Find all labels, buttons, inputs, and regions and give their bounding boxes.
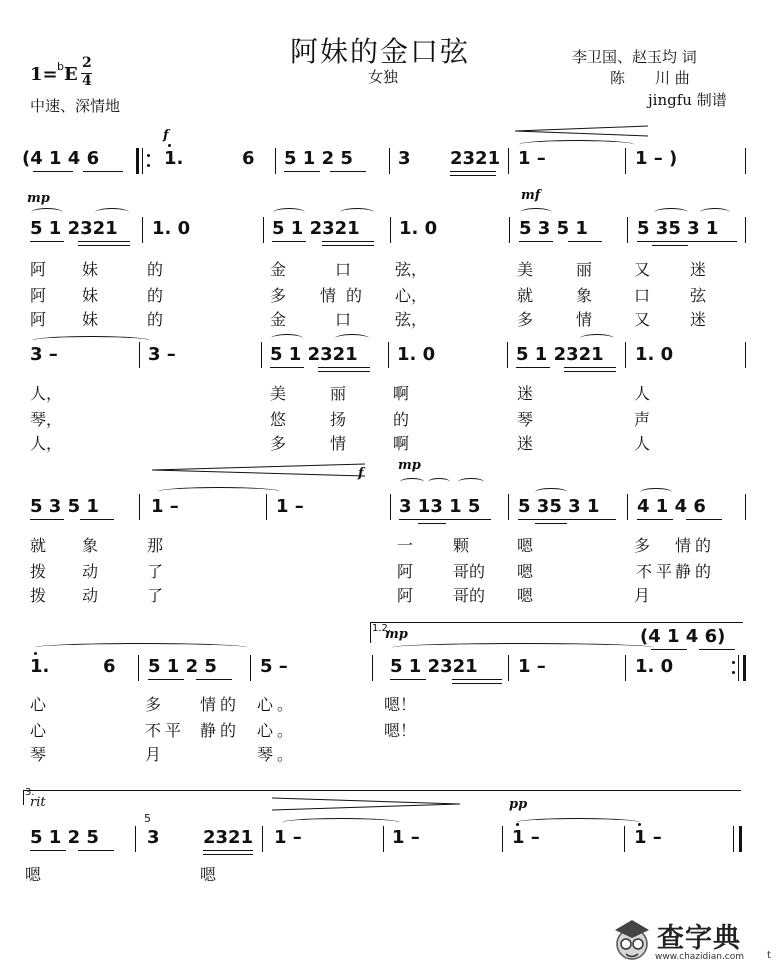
lyric: 嗯！ bbox=[384, 721, 417, 740]
underline bbox=[450, 171, 496, 172]
underline bbox=[203, 854, 253, 855]
lyric: 拨 bbox=[30, 562, 47, 581]
barline bbox=[745, 494, 746, 520]
lyric: 心。 bbox=[257, 721, 298, 740]
repeat-dot bbox=[147, 164, 150, 167]
lyric: 拨 bbox=[30, 586, 47, 605]
dynamic-mf: mf bbox=[521, 188, 541, 203]
measure-4: 1 – bbox=[518, 148, 546, 169]
measure-2: 1. 0 bbox=[152, 218, 191, 239]
lyric: 阿 bbox=[397, 586, 414, 605]
lyric: 不平 bbox=[145, 721, 186, 740]
barline bbox=[388, 342, 389, 368]
lyric: 哥的 bbox=[453, 562, 486, 581]
lyric: 迷 bbox=[517, 384, 534, 403]
lyric: 就 bbox=[30, 536, 47, 555]
lyric: 丽 bbox=[330, 384, 347, 403]
barline bbox=[624, 826, 625, 852]
lyric: 多 bbox=[270, 286, 287, 305]
tie bbox=[158, 487, 280, 496]
lyric: 心 bbox=[30, 695, 47, 714]
measure-3: 5 – bbox=[260, 656, 288, 677]
lyric: 嗯 bbox=[200, 865, 217, 884]
underline bbox=[30, 850, 66, 851]
key-prefix: 1= bbox=[30, 64, 58, 85]
lyric: 的 bbox=[147, 310, 164, 329]
dynamic-mp: mp bbox=[27, 191, 50, 206]
underline bbox=[148, 679, 184, 680]
lyric: 金 bbox=[270, 310, 287, 329]
measure-4: 1. 0 bbox=[397, 344, 436, 365]
measure-1a: 1. bbox=[164, 148, 184, 169]
barline bbox=[262, 826, 263, 852]
lyric: 了 bbox=[147, 562, 164, 581]
arranger-credit: jingfu 制谱 bbox=[648, 91, 727, 109]
barline bbox=[275, 148, 276, 174]
measure-3: 1 – bbox=[276, 496, 304, 517]
crescendo-hairpin bbox=[515, 125, 650, 137]
barline bbox=[261, 342, 262, 368]
measure-2: 5 1 2 5 bbox=[148, 656, 217, 677]
slur bbox=[458, 478, 484, 486]
measure-2: 5 1 2 5 bbox=[284, 148, 353, 169]
tempo-marking: 中速、深情地 bbox=[30, 97, 121, 115]
barline bbox=[139, 494, 140, 520]
lyric: 迷 bbox=[517, 434, 534, 453]
measure-1: 5 1 2 5 bbox=[30, 827, 99, 848]
repeat-end-thin bbox=[738, 655, 739, 681]
underline bbox=[196, 679, 232, 680]
lyric: 啊 bbox=[393, 384, 410, 403]
octave-dot bbox=[168, 144, 171, 147]
lyric: 静的 bbox=[675, 562, 716, 581]
crescendo-hairpin bbox=[152, 463, 367, 477]
barline bbox=[266, 494, 267, 520]
underline bbox=[651, 649, 687, 650]
volta-label-3: 3. bbox=[25, 787, 35, 798]
lyric: 迷 bbox=[690, 310, 707, 329]
lyric: 象 bbox=[576, 286, 593, 305]
barline bbox=[745, 342, 746, 368]
tie bbox=[35, 643, 247, 652]
octave-dot bbox=[638, 823, 641, 826]
measure-6: 1. 0 bbox=[635, 344, 674, 365]
lyric: 心 bbox=[30, 721, 47, 740]
lyric: 扬 bbox=[330, 410, 347, 429]
lyric: 情的 bbox=[200, 695, 241, 714]
lyric: 弦， bbox=[395, 260, 428, 279]
lyric: 阿 bbox=[30, 310, 47, 329]
lyric: 的 bbox=[147, 286, 164, 305]
underline bbox=[30, 241, 64, 242]
composer-credit: 陈 川 曲 bbox=[610, 69, 690, 87]
underline bbox=[519, 241, 553, 242]
tuplet-number: 5 bbox=[144, 812, 151, 825]
barline bbox=[250, 655, 251, 681]
lyric: 琴 bbox=[30, 745, 47, 764]
lyric: 美 bbox=[270, 384, 287, 403]
slur bbox=[520, 208, 552, 217]
lyric: 阿 bbox=[397, 562, 414, 581]
volta-label-1-2: 1.2. bbox=[372, 623, 392, 634]
tie bbox=[392, 643, 654, 652]
lyric: 妹 bbox=[82, 310, 99, 329]
intro-notes: (4 1 4 6 bbox=[22, 148, 100, 169]
lyric: 多 bbox=[145, 695, 162, 714]
slur bbox=[31, 208, 63, 217]
ritardando: rit bbox=[30, 795, 46, 810]
underline bbox=[450, 175, 496, 176]
lyric: 口 bbox=[335, 310, 352, 329]
underline bbox=[390, 679, 426, 680]
barline bbox=[627, 494, 628, 520]
dynamic-pp: pp bbox=[509, 797, 528, 812]
barline bbox=[508, 655, 509, 681]
lyric: 琴。 bbox=[257, 745, 298, 764]
lyric: 月 bbox=[634, 586, 651, 605]
slur bbox=[400, 478, 424, 486]
underline bbox=[699, 649, 735, 650]
lyric: 丽 bbox=[576, 260, 593, 279]
underline bbox=[518, 519, 616, 520]
lyric: 口 bbox=[634, 286, 651, 305]
barline bbox=[625, 148, 626, 174]
measure-2: 3 – bbox=[148, 344, 176, 365]
paren-notes: (4 1 4 6) bbox=[640, 626, 726, 647]
measure-5: 1 – bbox=[518, 656, 546, 677]
barline bbox=[507, 342, 508, 368]
underline bbox=[637, 519, 673, 520]
lyric: 啊 bbox=[393, 434, 410, 453]
lyric: 口 bbox=[335, 260, 352, 279]
repeat-dot bbox=[147, 154, 150, 157]
repeat-start-thick bbox=[136, 148, 139, 174]
lyric: 动 bbox=[82, 562, 99, 581]
mascot-icon bbox=[607, 914, 657, 966]
slur bbox=[95, 208, 129, 217]
lyric: 的 bbox=[393, 410, 410, 429]
measure-5: 1 – ) bbox=[635, 148, 678, 169]
dynamic-mp: mp bbox=[398, 458, 421, 473]
underline bbox=[322, 241, 374, 242]
tie bbox=[516, 818, 640, 827]
octave-dot bbox=[516, 823, 519, 826]
lyricist-credit: 李卫国、赵玉均 词 bbox=[572, 48, 697, 66]
lyric: 金 bbox=[270, 260, 287, 279]
underline bbox=[652, 245, 688, 246]
measure-5: 5 1 2321 bbox=[516, 344, 604, 365]
watermark-tail: t bbox=[767, 950, 771, 961]
lyric: 阿 bbox=[30, 260, 47, 279]
dynamic-f: f bbox=[358, 466, 364, 481]
lyric: 嗯！ bbox=[384, 695, 417, 714]
lyric: 心。 bbox=[257, 695, 298, 714]
time-numerator: 2 bbox=[82, 55, 92, 71]
barline bbox=[508, 494, 509, 520]
barline bbox=[502, 826, 503, 852]
lyric: 悠 bbox=[270, 410, 287, 429]
flat-sign: b bbox=[57, 60, 64, 73]
tie bbox=[519, 140, 634, 149]
lyric: 又 bbox=[634, 310, 651, 329]
key-note: E bbox=[64, 64, 78, 85]
measure-1b: 6 bbox=[103, 656, 116, 677]
barline bbox=[142, 217, 143, 243]
underline bbox=[272, 241, 306, 242]
lyric: 多 bbox=[634, 536, 651, 555]
lyric: 心， bbox=[395, 286, 428, 305]
lyric: 人， bbox=[30, 434, 63, 453]
lyric: 人 bbox=[634, 384, 651, 403]
barline bbox=[263, 217, 264, 243]
lyric: 妹 bbox=[82, 286, 99, 305]
dynamic-mp: mp bbox=[385, 627, 408, 642]
measure-1: 3 – bbox=[30, 344, 58, 365]
underline bbox=[80, 519, 114, 520]
barline bbox=[627, 217, 628, 243]
underline bbox=[452, 683, 502, 684]
measure-3: 5 1 2321 bbox=[272, 218, 360, 239]
barline bbox=[135, 826, 136, 852]
watermark-brand: 查字典 bbox=[657, 923, 741, 954]
slur bbox=[654, 208, 688, 217]
slur bbox=[335, 334, 369, 343]
barline bbox=[625, 342, 626, 368]
underline bbox=[322, 245, 374, 246]
final-barline-thick bbox=[739, 826, 742, 852]
repeat-dot bbox=[732, 661, 735, 664]
lyric: 象 bbox=[82, 536, 99, 555]
lyric: 情的 bbox=[675, 536, 716, 555]
lyric: 颗 bbox=[453, 536, 470, 555]
underline bbox=[33, 171, 73, 172]
measure-5: 5 3 5 1 bbox=[519, 218, 588, 239]
slur bbox=[640, 488, 672, 496]
measure-6: 4 1 4 6 bbox=[637, 496, 706, 517]
measure-1a: 1. bbox=[30, 656, 50, 677]
lyric: 情 bbox=[330, 434, 347, 453]
lyric: 多 bbox=[517, 310, 534, 329]
underline bbox=[516, 367, 550, 368]
measure-3: 1 – bbox=[274, 827, 302, 848]
underline bbox=[564, 371, 616, 372]
lyric: 就 bbox=[517, 286, 534, 305]
measure-1b: 6 bbox=[242, 148, 255, 169]
measure-1: 5 3 5 1 bbox=[30, 496, 99, 517]
slur bbox=[700, 208, 730, 217]
underline bbox=[318, 371, 370, 372]
measure-3b: 2321 bbox=[450, 148, 501, 169]
lyric: 动 bbox=[82, 586, 99, 605]
lyric: 静的 bbox=[200, 721, 241, 740]
lyric: 人 bbox=[634, 434, 651, 453]
lyric: 人， bbox=[30, 384, 63, 403]
subtitle: 女独 bbox=[368, 68, 399, 86]
barline bbox=[625, 655, 626, 681]
lyric: 多 bbox=[270, 434, 287, 453]
underline bbox=[203, 850, 253, 851]
lyric: 嗯 bbox=[517, 562, 534, 581]
lyric: 嗯 bbox=[517, 536, 534, 555]
measure-4: 1. 0 bbox=[399, 218, 438, 239]
barline bbox=[139, 342, 140, 368]
lyric: 阿 bbox=[30, 286, 47, 305]
measure-6: 1 – bbox=[634, 827, 662, 848]
barline bbox=[745, 148, 746, 174]
measure-4: 5 1 2321 bbox=[390, 656, 478, 677]
barline bbox=[509, 217, 510, 243]
slur bbox=[273, 208, 305, 217]
lyric: 又 bbox=[634, 260, 651, 279]
underline bbox=[637, 241, 737, 242]
underline bbox=[564, 367, 616, 368]
measure-3: 5 1 2321 bbox=[270, 344, 358, 365]
dynamic-f: f bbox=[163, 128, 169, 143]
underline bbox=[83, 171, 123, 172]
slur bbox=[580, 334, 614, 343]
measure-5: 1 – bbox=[512, 827, 540, 848]
underline bbox=[418, 523, 446, 524]
slur bbox=[535, 488, 567, 496]
underline bbox=[399, 519, 491, 520]
underline bbox=[330, 171, 366, 172]
lyric: 嗯 bbox=[517, 586, 534, 605]
lyric: 弦， bbox=[395, 310, 428, 329]
barline bbox=[138, 655, 139, 681]
barline bbox=[389, 148, 390, 174]
measure-2b: 2321 bbox=[203, 827, 254, 848]
measure-4: 3 13 1 5 bbox=[399, 496, 481, 517]
lyric: 嗯 bbox=[25, 865, 42, 884]
measure-2a: 3 bbox=[147, 827, 160, 848]
underline bbox=[78, 850, 114, 851]
repeat-dot bbox=[732, 671, 735, 674]
underline bbox=[452, 679, 502, 680]
lyric: 迷 bbox=[690, 260, 707, 279]
lyric: 情 bbox=[576, 310, 593, 329]
lyric: 不平 bbox=[636, 562, 677, 581]
measure-4: 1 – bbox=[392, 827, 420, 848]
barline bbox=[390, 494, 391, 520]
lyric: 的 bbox=[147, 260, 164, 279]
final-barline-thin bbox=[733, 826, 734, 852]
lyric: 琴， bbox=[30, 410, 63, 429]
watermark-url: www.chazidian.com bbox=[655, 952, 745, 962]
underline bbox=[78, 245, 130, 246]
lyric: 妹 bbox=[82, 260, 99, 279]
page-title: 阿妹的金口弦 bbox=[290, 35, 471, 68]
barline bbox=[745, 217, 746, 243]
lyric: 美 bbox=[517, 260, 534, 279]
measure-5: 5 35 3 1 bbox=[518, 496, 600, 517]
lyric: 哥的 bbox=[453, 586, 486, 605]
measure-6: 1. 0 bbox=[635, 656, 674, 677]
lyric: 那 bbox=[147, 536, 164, 555]
barline bbox=[372, 655, 373, 681]
repeat-end-thick bbox=[743, 655, 746, 681]
underline bbox=[535, 523, 567, 524]
lyric: 月 bbox=[145, 745, 162, 764]
time-denominator: 4 bbox=[82, 73, 92, 89]
underline bbox=[568, 241, 602, 242]
measure-2: 1 – bbox=[151, 496, 179, 517]
underline bbox=[284, 171, 320, 172]
underline bbox=[686, 519, 722, 520]
barline bbox=[383, 826, 384, 852]
barline bbox=[508, 148, 509, 174]
measure-1: 5 1 2321 bbox=[30, 218, 118, 239]
slur bbox=[428, 478, 450, 486]
slur bbox=[271, 334, 303, 343]
octave-dot bbox=[34, 652, 37, 655]
measure-6: 5 35 3 1 bbox=[637, 218, 719, 239]
barline bbox=[390, 217, 391, 243]
slur bbox=[340, 208, 374, 217]
underline bbox=[30, 519, 64, 520]
site-watermark bbox=[607, 912, 771, 968]
repeat-start-thin bbox=[142, 148, 143, 174]
underline bbox=[270, 367, 304, 368]
underline bbox=[318, 367, 370, 368]
lyric: 一 bbox=[397, 536, 414, 555]
measure-3a: 3 bbox=[398, 148, 411, 169]
lyric: 琴 bbox=[517, 410, 534, 429]
lyric: 了 bbox=[147, 586, 164, 605]
underline bbox=[78, 241, 130, 242]
lyric: 情的 bbox=[320, 286, 373, 305]
lyric: 弦 bbox=[690, 286, 707, 305]
lyric: 声 bbox=[634, 410, 651, 429]
diminuendo-hairpin bbox=[272, 797, 462, 811]
